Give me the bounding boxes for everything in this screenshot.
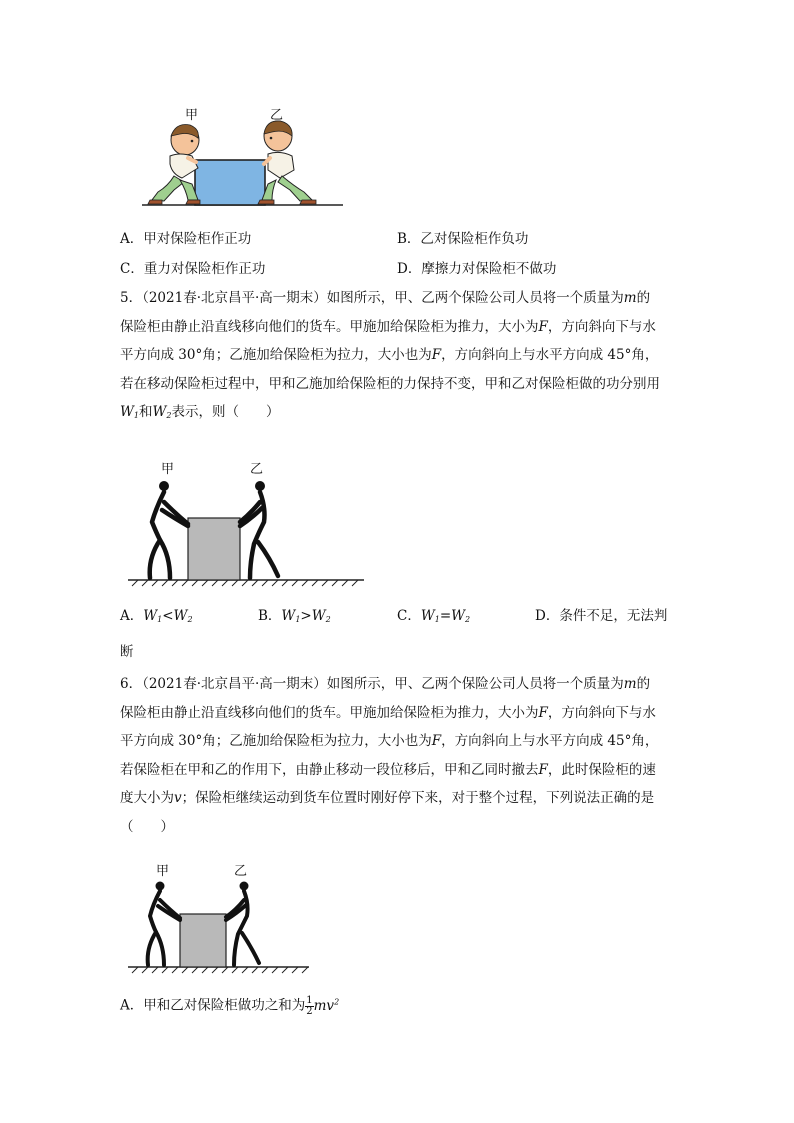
q6-var-m: m [623,676,637,692]
q6-line-1-tail: 的 [636,676,651,692]
q6-label-yi: 乙 [234,864,248,879]
q6-line-2: 保险柜由静止沿直线移向他们的货车。甲施加给保险柜为推力，大小为 [120,704,539,721]
q5-option-c: C．$W_1=W_2$ [397,608,471,624]
q4-label-yi: 乙 [270,108,284,123]
q6-stick-figure-illustration [126,856,311,974]
q4-person-jia [148,124,200,204]
q6-safe-box [180,914,226,967]
q4-person-yi [258,121,316,204]
q6-stem [120,670,676,841]
q4-safe-box [195,160,265,205]
q5-line-2-tail: ，方向斜向下与水 [547,318,656,335]
q6-line-3: 平方向成 30°角；乙施加给保险柜为拉力，大小也为 [120,733,432,749]
q5-line-1-tail: 的 [636,290,651,306]
q4-option-d: D．摩擦力对保险柜不做功 [397,261,557,277]
q6-line-4-tail: ，此时保险柜的速 [547,761,656,778]
q6-figure [126,856,311,974]
q5-person-yi [240,481,278,578]
q5-line-4: 若在移动保险柜过程中，甲和乙施加给保险柜的力保持不变，甲和乙对保险柜做的功分别用 [120,375,660,392]
q6-ground-hatch [132,967,308,973]
q5-ground-hatch [132,580,358,586]
q6-line-2-tail: ，方向斜向下与水 [547,704,656,721]
q5-line-2: 保险柜由静止沿直线移向他们的货车。甲施加给保险柜为推力，大小为 [120,318,539,335]
q5-label-yi: 乙 [250,462,264,477]
q5-var-F-2: F [431,347,442,363]
q6-var-F-1: F [538,704,548,721]
q6-line-5-tail: ；保险柜继续运动到货车位置时刚好停下来，对于整个过程，下列说法正确的是 [181,790,655,806]
q6-label-jia: 甲 [156,864,170,879]
q4-option-c: C．重力对保险柜作正功 [120,261,266,277]
q6-line-4: 若保险柜在甲和乙的作用下，由静止移动一段位移后，甲和乙同时撤去 [120,761,539,778]
q5-line-1: 5．（2021春·北京昌平·高一期末）如图所示，甲、乙两个保险公司人员将一个质量为 [120,290,624,306]
q6-var-F-2: F [431,733,442,749]
q5-person-jia [150,481,188,578]
q6-line-6: （ ） [120,818,174,835]
q5-option-b: B．$W_1>W_2$ [258,608,331,624]
q4-option-b: B．乙对保险柜作负功 [397,231,529,247]
q4-figure [140,96,345,211]
q5-figure [126,452,366,587]
q4-option-a: A．甲对保险柜作正功 [120,231,252,247]
q5-W1: $W_1$ [120,404,139,420]
q6-fraction-half: $\frac{1}{2}$ [306,994,313,1017]
q4-label-jia: 甲 [185,108,199,123]
q5-line-3-tail: ，方向斜向上与水平方向成 45°角， [441,347,659,363]
q6-line-1: 6．（2021春·北京昌平·高一期末）如图所示，甲、乙两个保险公司人员将一个质量为 [120,676,624,692]
q5-label-jia: 甲 [161,462,175,477]
q6-person-jia [148,882,180,966]
q6-line-5: 度大小为 [120,790,174,806]
q5-W2: $W_2$ [152,404,172,420]
q6-var-v: v [174,790,182,806]
q5-var-F-1: F [538,318,548,335]
q6-var-F-3: F [538,761,548,778]
q5-option-d: D．条件不足，无法判 [535,608,668,624]
q6-line-3-tail: ，方向斜向上与水平方向成 45°角， [441,733,659,749]
q5-line-3: 平方向成 30°角；乙施加给保险柜为拉力，大小也为 [120,347,432,363]
q5-safe-box [188,518,240,580]
q5-stem [120,284,676,431]
q5-and: 和 [138,404,153,420]
q5-option-a: A．$W_1<W_2$ [120,608,193,624]
q6-person-yi [226,882,259,966]
q5-line-5: 表示，则（ ） [171,404,280,420]
q4-cartoon-illustration [140,96,345,211]
q6-mv2: $mv^2$ [313,997,340,1014]
q5-option-d-continued: 断 [120,644,134,660]
q6-option-a-text: A．甲和乙对保险柜做功之和为 [120,997,306,1014]
q5-var-m: m [623,290,637,306]
q6-option-a [120,988,339,1020]
